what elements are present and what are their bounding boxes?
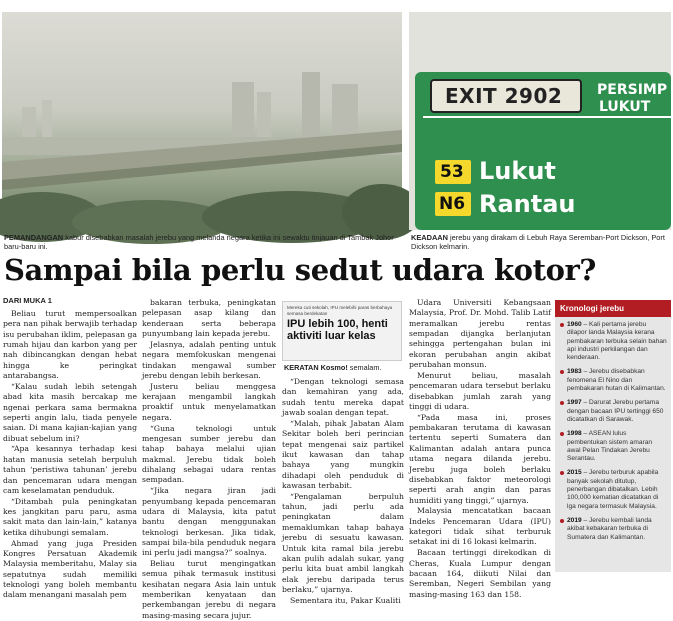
paragraph: Bacaan tertinggi direkodkan di Cheras, Kuala Lumpur dengan bacaan 164, diikuti Nilai dan Seremban, Negeri Sembilan yang masing-masing 163 dan 158. [409,548,551,599]
bullet-icon [560,370,564,374]
paragraph: Udara Universiti Kebangsaan Malaysia, Prof. Dr. Mohd. Talib Latif meramalkan jerebu rentas sempadan dijangka berlanjutan sehingga pertengahan bulan ini ekoran perubahan angin akibat perubahan monsun. [409,298,551,370]
article-column-3 [282,377,404,605]
chronology-year: 1983 [567,368,582,376]
chronology-year: 2015 [567,469,582,477]
paragraph: “Malah, pihak Jabatan Alam Sekitar boleh beri perincian tepat mengenai saiz partikel ikut kawasan dan tahap bahaya yang mungkin dihadapi oleh penduduk di kawasan terbabit. [282,418,404,490]
left-photo-caption [4,233,402,251]
bullet-icon [560,323,564,327]
right-caption-text: jerebu yang dirakam di Lebuh Raya Seremban-Port Dickson, Port Dickson kelmarin. [411,233,665,251]
chronology-year: 2019 [567,516,582,524]
chronology-text: – Jerebu terburuk apabila banyak sekolah ditutup, penerbangan dibatalkan. Lebih 100,000 kematian dicatatkan di lga negara termasuk Malaysia. [567,469,659,510]
inset-headline-2: aktiviti luar kelas [287,330,376,342]
chronology-year: 1998 [567,430,582,438]
right-caption-lead: KEADAAN [411,233,448,242]
paragraph: Beliau turut mengingatkan semua pihak termasuk institusi kesihatan negara Asia lain untuk memberikan kenyataan dan perkembangan jerebu di negara masing-masing secara jujur. [142,559,276,620]
article-column-2 [142,298,276,620]
paragraph: bakaran terbuka, peningkatan pelepasan asap kilang dan kenderaan serta beberapa punyumbang lain kepada jerebu. [142,298,276,339]
bullet-icon [560,432,564,436]
route-53-number: 53 [440,162,464,182]
paragraph: “Jika negara jiran jadi penyumbang kepada pencemaran udara di Malaysia, kita patut bantu dengan menggunakan teknologi berkesan. Jika tidak, sampai bila-bila penduduk negara ini perlu jadi mangsa?” soalnya. [142,486,276,558]
bullet-icon [560,519,564,523]
paragraph: Malaysia mencatatkan bacaan Indeks Pencemaran Udara (IPU) kategori tidak sihat terburuk setakat ini di 16 lokasi kelmarin. [409,506,551,547]
photo-causeway-haze [2,12,402,230]
chronology-year: 1997 [567,399,582,407]
sign-lukut-junction: LUKUT [599,99,651,115]
inset-clipping [282,301,402,361]
right-photo-caption [411,233,671,251]
chronology-item [560,517,667,542]
chronology-text: – Darurat Jerebu pertama dengan bacaan IPU tertinggi 650 dicatatkan di Sarawak. [567,399,664,423]
paragraph: “Dengan teknologi semasa dan kemahiran yang ada, sudah tentu mereka dapat jawab soalan dengan tepat. [282,377,404,418]
bullet-icon [560,401,564,405]
chronology-item [560,321,667,362]
causeway-scene [2,12,402,230]
bullet-icon [560,471,564,475]
chronology-text: – Jerebu disebabkan fenomena El Nino dan pembakaran hutan di Kalimantan. [567,368,666,393]
chronology-text: – Jerebu kembali landa akibat kebakaran terbuka di Sumatera dan Kalimantan. [567,516,652,541]
paragraph: “Guna teknologi untuk mengesan sumber jerebu dan tahap bahaya melalui ujian makmal. Jerebu tidak boleh dihalang sebagai udara rentas sempadan. [142,423,276,485]
inset-small-text: Mereka cuti sekolah, IPU melebihi paras berbahaya semasa berdekatan [287,305,393,316]
route-n6-number: N6 [439,194,466,214]
paragraph: “Apa kesannya terhadap kesi hatan manusia setelah berpuluh tahun ‘peristiwa tahunan’ jerebu dan pencemaran udara mengan cam keselamatan penduduk. [3,444,137,495]
paragraph: Sementara itu, Pakar Kualiti [290,595,401,605]
paragraph: “Pada masa ini, proses pembakaran terutama di kawasan tertentu seperti Sumatera dan Kalimantan adalah antara punca utama negara dilanda jerebu. Jerebu juga boleh berlaku disebabkan faktor meteorologi seperti arah angin dan paras humiditi yang tinggi,” ujarnya. [409,412,551,505]
inset-caption-lead: KERATAN Kosmo! [284,363,348,372]
chronology-sidebar [555,300,671,572]
chronology-item [560,469,667,510]
left-caption-text: kabur disebabkan masalah jerebu yang melanda negara ketika ini sewaktu tinjauan di Tambak Johor baru-baru ini. [4,233,394,251]
headline: Sampai bila perlu sedut udara kotor? [4,253,596,287]
chronology-item [560,399,667,424]
paragraph: Ahmad yang juga Presiden Kongres Persatuan Akademik Malaysia memberitahu, Malay sia sepatutnya sudah memiliki teknologi yang boleh membantu dalam menangani masalah pem [3,538,137,600]
paragraph: Beliau turut mempersoalkan pera nan pihak berwajib terhadap isu perubahan iklim, pelepasan ga rumah hijau dan karbon yang per nah dibincangkan dengan hebat hingga ke peringkat antarabangsa. [3,309,137,381]
exit-number: EXIT 2902 [445,84,563,108]
paragraph: Jelasnya, adalah penting untuk negara memfokuskan mengenai tindakan mengawal sumber jerebu dengan lebih berkesan. [142,339,276,380]
article-column-1 [3,309,137,600]
chronology-item [560,368,667,393]
paragraph: “Pengalaman berpuluh tahun, jadi perlu ada peningkatan dalam memaklumkan tahap bahaya jerebu di sesuatu kawasan. Untuk kita ramal bila jerebu akan pulih adalah sukar, yang perlu kita buat ambil langkah elak jerebu daripada terus berlaku,” ujarnya. [282,491,404,594]
paragraph: Menurut beliau, masalah pencemaran udara tersebut berlaku disebabkan jumlah zarah yang tinggi di udara. [409,370,551,411]
inset-caption [284,363,381,372]
sign-persimp: PERSIMP [597,82,668,98]
paragraph: “Kalau sudah lebih setengah abad kita masih bercakap me ngenai perkara sama bermakna seperti angin lalu, tiada penyele saian. Di mana kajian-kajian yang dibuat sebelum ini? [3,381,137,443]
paragraph: “Ditambah pula peningkatan kes jangkitan paru paru, asma sakit mata dan lain-lain,” katanya ketika dihubungi semalam. [3,496,137,537]
paragraph: Justeru beliau menggesa kerajaan mengambil langkah proaktif untuk menyelamatkan negara. [142,381,276,422]
article-column-4 [409,298,551,599]
chronology-list [555,317,671,542]
chronology-year: 1960 [567,321,582,328]
chronology-text: – Kali pertama jerebu dilapor landa Malaysia kerana pembakaran terbuka selain bahan api industri perkilangan dan kenderaan. [567,321,667,362]
chronology-item [560,430,667,463]
chronology-text: – ASEAN lulus pembentukan sistem amaran awal Pelan Tindakan Jerebu Serantau. [567,430,653,463]
left-caption-lead: PEMANDANGAN [4,233,64,242]
inset-caption-text: semalam. [347,363,382,372]
inset-headline-1: IPU lebih 100, henti [287,318,388,330]
kicker: DARI MUKA 1 [3,296,52,305]
route-n6-name: Rantau [479,190,576,218]
route-53-name: Lukut [479,157,556,185]
photo-road-sign-haze [409,12,671,230]
sidebar-title: Kronologi jerebu [555,300,671,317]
